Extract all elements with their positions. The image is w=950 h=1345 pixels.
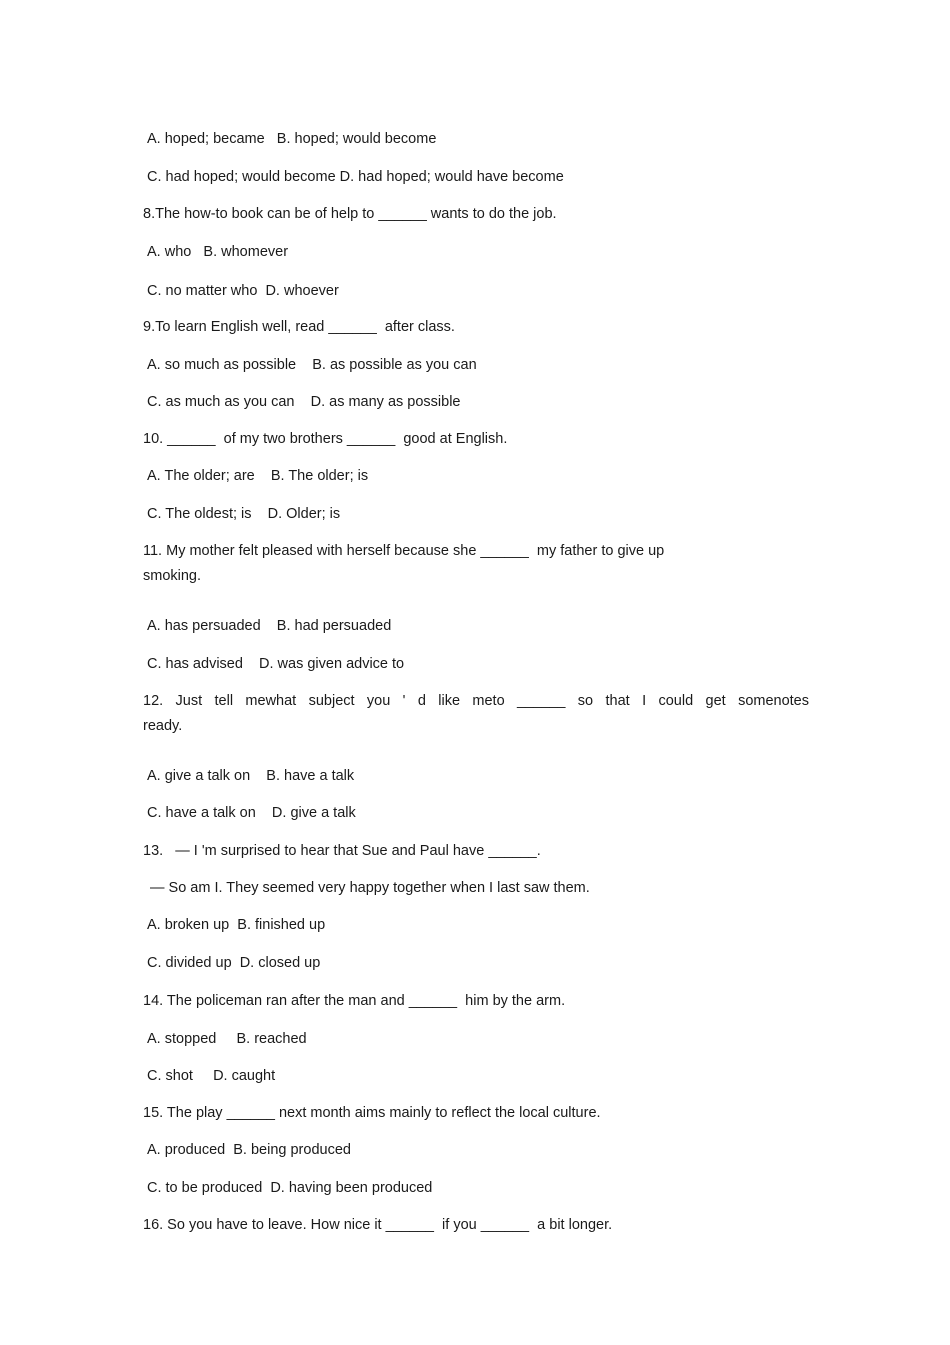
q14-options-cd: C. shot D. caught (147, 1068, 276, 1084)
q13-response: — So am I. They seemed very happy together when I last saw them. (150, 880, 590, 896)
q13-options-ab: A. broken up B. finished up (147, 917, 326, 933)
q10-options-cd: C. The oldest; is D. Older; is (147, 506, 341, 522)
q8-options-ab: A. who B. whomever (147, 244, 289, 260)
q7-options-cd: C. had hoped; would become D. had hoped; would have become (147, 169, 564, 185)
q12-options-cd: C. have a talk on D. give a talk (147, 805, 356, 821)
q12-stem-line2: ready. (143, 718, 183, 734)
q7-options-ab: A. hoped; became B. hoped; would become (147, 131, 437, 147)
q8-options-cd: C. no matter who D. whoever (147, 283, 339, 299)
q11-options-ab: A. has persuaded B. had persuaded (147, 618, 392, 634)
q15-stem: 15. The play ______ next month aims mainly to reflect the local culture. (143, 1105, 601, 1121)
q9-options-cd: C. as much as you can D. as many as possible (147, 394, 461, 410)
q15-options-cd: C. to be produced D. having been produced (147, 1180, 433, 1196)
q12-options-ab: A. give a talk on B. have a talk (147, 768, 355, 784)
q11-stem-line1: 11. My mother felt pleased with herself because she ______ my father to give up (143, 543, 665, 559)
q10-stem: 10. ______ of my two brothers ______ good at English. (143, 431, 508, 447)
q9-options-ab: A. so much as possible B. as possible as you can (147, 357, 477, 373)
q12-stem-line1: 12. Just tell mewhat subject you ' d like meto ______ so that I could get somenotes (143, 693, 809, 709)
q16-stem: 16. So you have to leave. How nice it ______ if you ______ a bit longer. (143, 1217, 613, 1233)
q11-stem-line2: smoking. (143, 568, 202, 584)
q13-options-cd: C. divided up D. closed up (147, 955, 321, 971)
q11-options-cd: C. has advised D. was given advice to (147, 656, 405, 672)
q10-options-ab: A. The older; are B. The older; is (147, 468, 369, 484)
q9-stem: 9.To learn English well, read ______ after class. (143, 319, 455, 335)
q8-stem: 8.The how-to book can be of help to ______ wants to do the job. (143, 206, 557, 222)
q15-options-ab: A. produced B. being produced (147, 1142, 351, 1158)
q14-options-ab: A. stopped B. reached (147, 1031, 307, 1047)
q14-stem: 14. The policeman ran after the man and ______ him by the arm. (143, 993, 566, 1009)
q13-stem: 13. — I 'm surprised to hear that Sue and Paul have ______. (143, 843, 541, 859)
